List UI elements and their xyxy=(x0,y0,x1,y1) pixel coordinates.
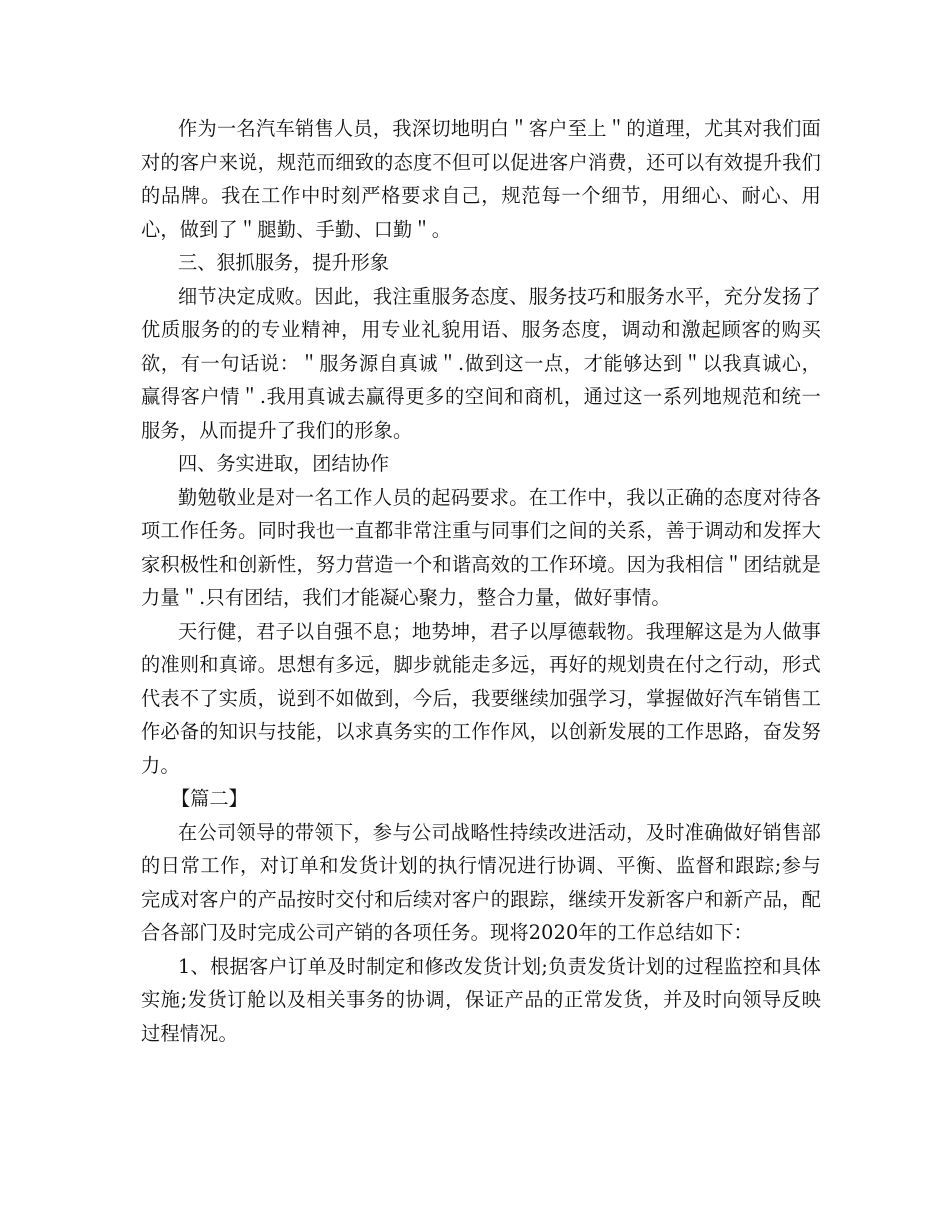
paragraph-customer-first: 作为一名汽车销售人员，我深切地明白＂客户至上＂的道理，尤其对我们面对的客户来说，规范而细致的态度不但可以促进客户消费，还可以有效提升我们的品牌。我在工作中时刻严格要求自己，规范每一个细节，用细心、耐心、用心，做到了＂腿勤、手勤、口勤＂。 xyxy=(141,117,821,241)
paragraph-item-1: 1、根据客户订单及时制定和修改发货计划;负责发货计划的过程监控和具体实施;发货订舱以及相关事务的协调，保证产品的正常发货，并及时向领导反映过程情况。 xyxy=(141,954,821,1045)
section-heading-service: 三、狠抓服务，提升形象 xyxy=(178,251,390,274)
paragraph-conclusion: 天行健，君子以自强不息；地势坤，君子以厚德载物。我理解这是为人做事的准则和真谛。思想有多远，脚步就能走多远，再好的规划贵在付之行动，形式代表不了实质，说到不如做到，今后，我要继续加强学习，掌握做好汽车销售工作必备的知识与技能，以求真务实的工作作风，以创新发展的工作思路，奋发努力。 xyxy=(141,619,821,777)
section-heading-teamwork: 四、务实进取，团结协作 xyxy=(178,452,390,475)
section-tag-part-two: 【篇二】 xyxy=(171,787,248,810)
document-body xyxy=(141,112,821,1050)
paragraph-part-two-intro: 在公司领导的带领下，参与公司战略性持续改进活动，及时准确做好销售部的日常工作，对订单和发货计划的执行情况进行协调、平衡、监督和跟踪;参与完成对客户的产品按时交付和后续对客户的跟踪，继续开发新客户和新产品，配合各部门及时完成公司产销的各项任务。现将2020年的工作总结如下： xyxy=(141,820,821,944)
paragraph-teamwork: 勤勉敬业是对一名工作人员的起码要求。在工作中，我以正确的态度对待各项工作任务。同时我也一直都非常注重与同事们之间的关系，善于调动和发挥大家积极性和创新性，努力营造一个和谐高效的工作环境。因为我相信＂团结就是力量＂.只有团结，我们才能凝心聚力，整合力量，做好事情。 xyxy=(141,485,821,609)
paragraph-service-details: 细节决定成败。因此，我注重服务态度、服务技巧和服务水平，充分发扬了优质服务的的专业精神，用专业礼貌用语、服务态度，调动和激起顾客的购买欲，有一句话说：＂服务源自真诚＂.做到这一点，才能够达到＂以我真诚心，赢得客户情＂.我用真诚去赢得更多的空间和商机，通过这一系列地规范和统一服务，从而提升了我们的形象。 xyxy=(141,284,821,442)
